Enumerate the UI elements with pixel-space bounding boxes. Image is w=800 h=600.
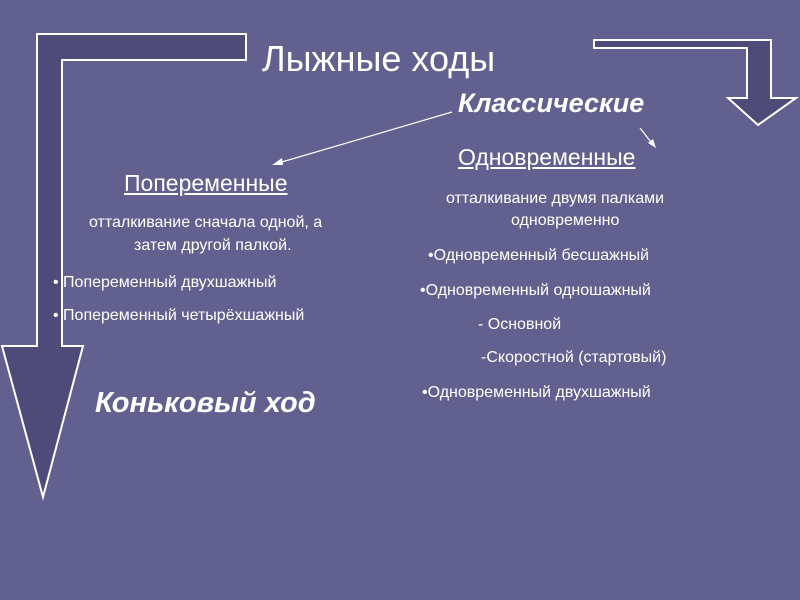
alternate-item: • Попеременный двухшажный xyxy=(53,274,277,291)
classic-heading: Классические xyxy=(458,88,645,118)
left-down-arrow xyxy=(2,34,246,497)
alternate-description-line1: отталкивание сначала одной, а xyxy=(89,214,323,231)
simultaneous-item: •Одновременный одношажный xyxy=(420,282,651,299)
simultaneous-description-line1: отталкивание двумя палками xyxy=(446,190,665,207)
simultaneous-description-line2: одновременно xyxy=(511,212,620,229)
simultaneous-subitem: - Основной xyxy=(478,316,562,333)
simultaneous-item: •Одновременный бесшажный xyxy=(428,247,650,264)
skating-heading: Коньковый ход xyxy=(95,387,316,419)
slide-title: Лыжные ходы xyxy=(262,38,496,79)
simultaneous-subitem: -Скоростной (стартовый) xyxy=(481,349,667,366)
alternate-description-line2: затем другой палкой. xyxy=(134,237,292,254)
simultaneous-heading: Одновременные xyxy=(458,144,636,170)
connector-arrowhead-left xyxy=(272,158,283,165)
simultaneous-item: •Одновременный двухшажный xyxy=(422,384,651,401)
alternate-item: • Попеременный четырёхшажный xyxy=(53,307,305,324)
connector-line-left xyxy=(275,112,452,164)
alternate-heading: Попеременные xyxy=(124,170,288,196)
